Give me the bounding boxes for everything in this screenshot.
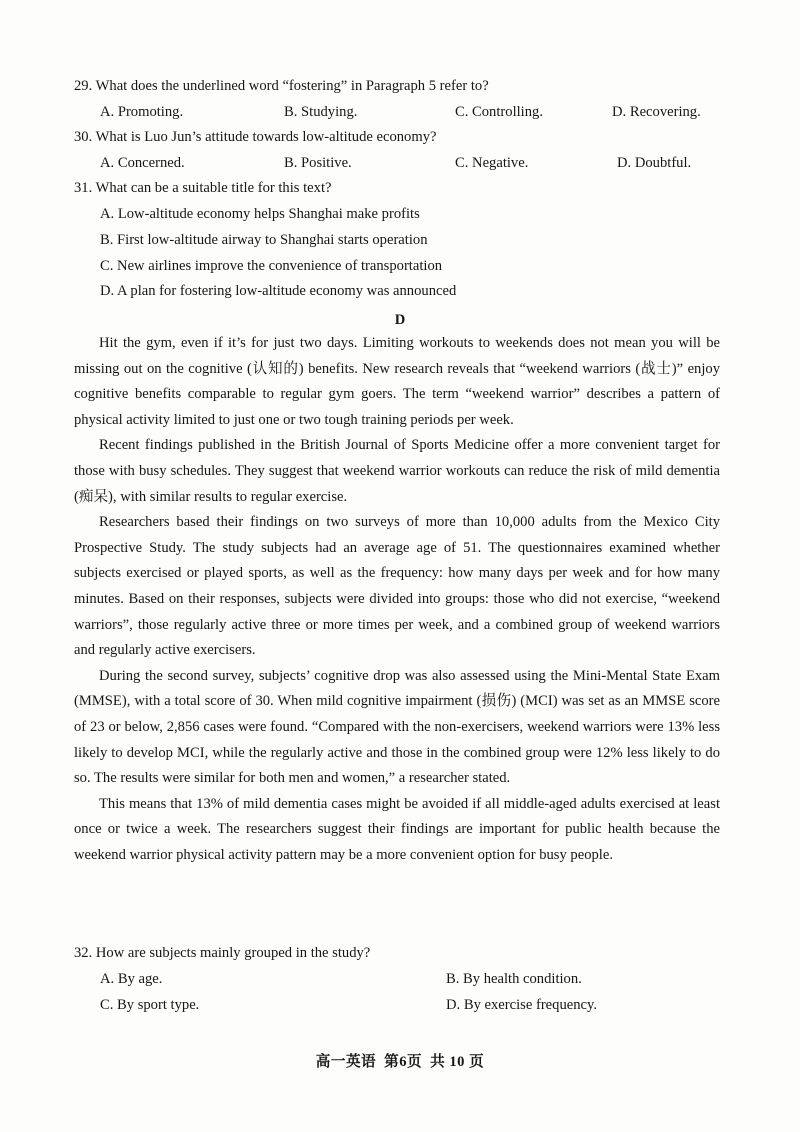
passage-paragraph-2: Recent findings published in the British Journal of Sports Medicine offer a more convenient target for those with busy schedules. They suggest that weekend warrior workouts can reduce the risk of mild dementia (痴呆), with similar results to regular exercise.: [74, 437, 720, 505]
question-32-option-d: D. By exercise frequency.: [446, 997, 598, 1013]
question-29-stem: 29. What does the underlined word “fostering” in Paragraph 5 refer to?: [74, 78, 489, 94]
question-30-option-a: A. Concerned.: [100, 155, 185, 171]
passage-paragraph-3: Researchers based their findings on two surveys of more than 10,000 adults from the Mexico City Prospective Study. The study subjects had an average age of 51. The questionnaires examined whether subjects exercised or played sports, as well as the frequency: how many days per week and for how many minutes. Based on their responses, subjects were divided into groups: those who did not exercise, “weekend warriors”, those regularly active three or more times per week, and a combined group of weekend warriors and regularly active exercisers.: [74, 514, 720, 659]
footer-page-number: 第6页: [384, 1054, 423, 1070]
footer-subject: 高一英语: [315, 1054, 377, 1070]
page-footer: [0, 1050, 800, 1071]
question-31-option-c: C. New airlines improve the convenience of transportation: [100, 258, 443, 274]
question-32-stem: 32. How are subjects mainly grouped in the study?: [74, 945, 371, 961]
question-31-option-a: A. Low-altitude economy helps Shanghai make profits: [100, 206, 420, 222]
footer-total-pages: 共 10 页: [430, 1054, 485, 1070]
passage: [74, 331, 720, 868]
question-29-option-b: B. Studying.: [284, 104, 358, 120]
passage-paragraph-4: During the second survey, subjects’ cognitive drop was also assessed using the Mini-Mental State Exam (MMSE), with a total score of 30. When mild cognitive impairment (损伤) (MCI) was set as an MMSE score of 23 or below, 2,856 cases were found. “Compared with the non-exercisers, weekend warriors were 13% less likely to develop MCI, while the regularly active and those in the combined group were 12% less likely to do so. The results were similar for both men and women,” a researcher stated.: [74, 667, 720, 787]
question-29-option-c: C. Controlling.: [455, 104, 543, 120]
question-31-option-d: D. A plan for fostering low-altitude economy was announced: [100, 283, 457, 299]
passage-paragraph-1: Hit the gym, even if it’s for just two days. Limiting workouts to weekends does not mean you will be missing out on the cognitive (认知的) benefits. New research reveals that “weekend warriors (战士)” enjoy cognitive benefits comparable to regular gym goers. The term “weekend warrior” describes a pattern of physical activity limited to just one or two tough training periods per week.: [74, 335, 720, 428]
question-32-option-b: B. By health condition.: [446, 971, 582, 987]
question-32-option-c: C. By sport type.: [100, 997, 200, 1013]
section-letter: D: [394, 312, 406, 328]
question-32-option-a: A. By age.: [100, 971, 163, 987]
question-30-option-c: C. Negative.: [455, 155, 529, 171]
question-31-option-b: B. First low-altitude airway to Shanghai starts operation: [100, 232, 428, 248]
question-31-stem: 31. What can be a suitable title for this text?: [74, 180, 332, 196]
question-29-option-d: D. Recovering.: [612, 104, 701, 120]
question-30-stem: 30. What is Luo Jun’s attitude towards low-altitude economy?: [74, 129, 437, 145]
question-30-option-d: D. Doubtful.: [617, 155, 692, 171]
passage-paragraph-5: This means that 13% of mild dementia cases might be avoided if all middle-aged adults exercised at least once or twice a week. The researchers suggest their findings are important for public health because the weekend warrior physical activity pattern may be a more convenient option for busy people.: [74, 795, 720, 863]
question-30-option-b: B. Positive.: [284, 155, 352, 171]
question-29-option-a: A. Promoting.: [100, 104, 184, 120]
